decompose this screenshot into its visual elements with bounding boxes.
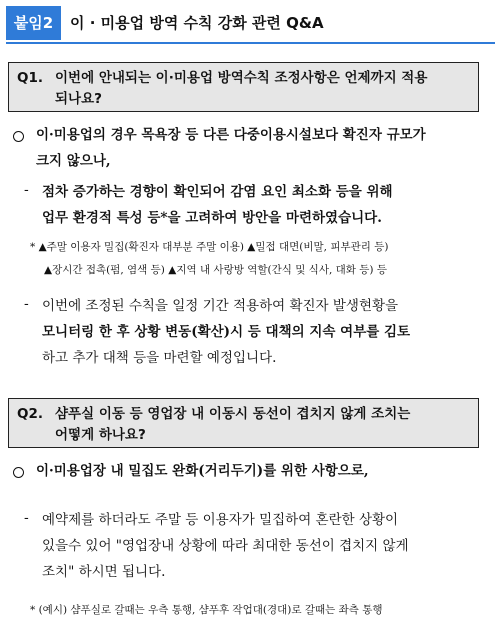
attachment-badge: 붙임2 xyxy=(6,6,61,40)
answer-1-circle-line2: 크지 않으나, xyxy=(36,153,111,169)
answer-2-dash1-line3: 조치" 하시면 됩니다. xyxy=(42,564,166,580)
document-header xyxy=(6,6,495,40)
answer-1-note-line1: * ▲주말 이용자 밀집(확진자 대부분 주말 이용) ▲밀접 대면(비말, 피부관리 등) xyxy=(30,241,389,253)
question-2-box xyxy=(8,398,479,448)
question-1-text-line2: 되나요? xyxy=(55,91,102,107)
question-2-number: Q2. xyxy=(17,406,43,422)
answer-1-circle-line1: 이·미용업의 경우 목욕장 등 다른 다중이용시설보다 확진자 규모가 xyxy=(36,127,426,143)
answer-1-dash1-line2: 업무 환경적 특성 등*을 고려하여 방안을 마련하였습니다. xyxy=(42,210,382,226)
answer-2-dash1-line1: 예약제를 하더라도 주말 등 이용자가 밀집하여 혼란한 상황이 xyxy=(42,512,399,528)
answer-2-note-line1: * (예시) 샴푸실로 갈때는 우측 통행, 샴푸후 작업대(경대)로 갈때는 좌측 통행 xyxy=(30,604,383,616)
dash-bullet-icon: - xyxy=(24,182,29,198)
dash-bullet-icon: - xyxy=(24,510,29,526)
answer-1-dash2-line3: 하고 추가 대책 등을 마련할 예정입니다. xyxy=(42,350,277,366)
question-2-text-line1: 샴푸실 이동 등 영업장 내 이동시 동선이 겹치지 않게 조치는 xyxy=(55,406,411,422)
page-title: 이 · 미용업 방역 수칙 강화 관련 Q&A xyxy=(70,14,324,32)
answer-1-dash2-line2: 모니터링 한 후 상황 변동(확산)시 등 대책의 지속 여부를 김토 xyxy=(42,324,411,340)
question-1-box xyxy=(8,62,479,112)
question-1-number: Q1. xyxy=(17,70,43,86)
answer-2-circle-line1: 이·미용업장 내 밀집도 완화(거리두기)를 위한 사항으로, xyxy=(36,463,369,479)
answer-1-dash2-line1: 이번에 조정된 수칙을 일정 기간 적용하여 확진자 발생현황을 xyxy=(42,298,399,314)
bullet-circle-icon xyxy=(13,467,24,478)
question-2-text-line2: 어떻게 하나요? xyxy=(55,427,146,443)
dash-bullet-icon: - xyxy=(24,296,29,312)
answer-1-dash1-line1: 점차 증가하는 경향이 확인되어 감염 요인 최소화 등을 위해 xyxy=(42,184,393,200)
answer-1-note-line2: ▲장시간 접촉(펌, 염색 등) ▲지역 내 사랑방 역할(간식 및 식사, 대화 등) 등 xyxy=(44,264,387,276)
bullet-circle-icon xyxy=(13,131,24,142)
header-divider xyxy=(6,42,495,44)
question-1-text-line1: 이번에 안내되는 이·미용업 방역수칙 조정사항은 언제까지 적용 xyxy=(55,70,428,86)
answer-2-dash1-line2: 있을수 있어 "영업장내 상황에 따라 최대한 동선이 겹치지 않게 xyxy=(42,538,409,554)
